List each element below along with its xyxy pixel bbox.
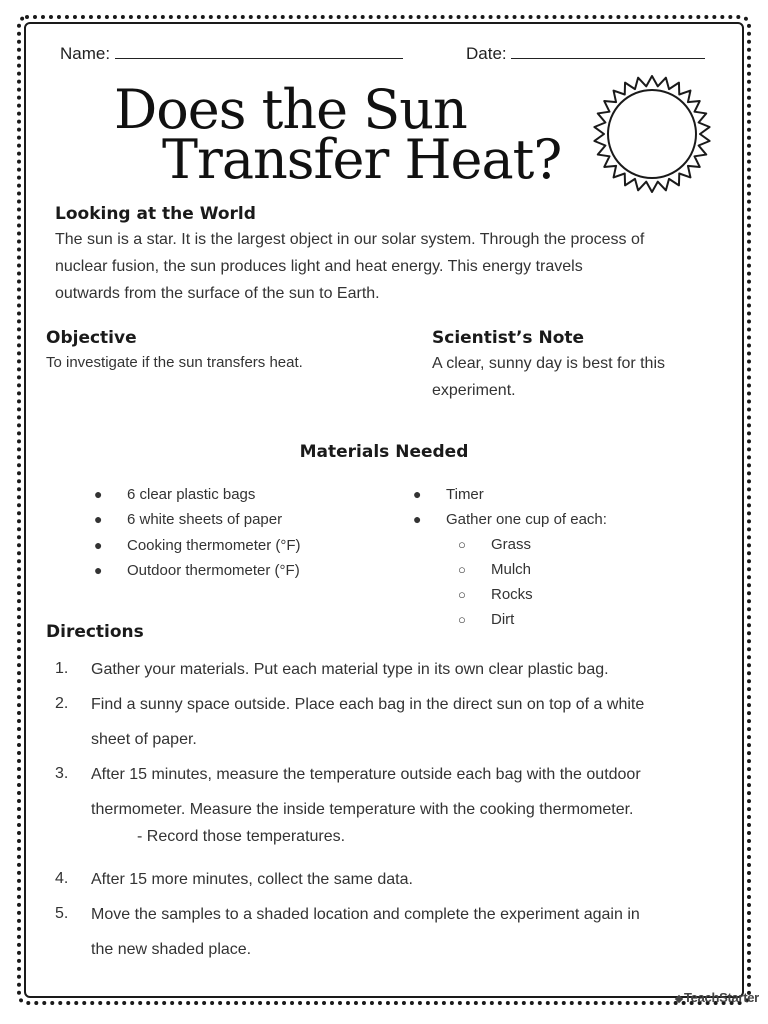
list-item: ● 6 clear plastic bags <box>94 482 301 507</box>
list-item: ○ Rocks <box>458 582 533 607</box>
step-number: 2. <box>55 695 69 712</box>
list-item: ○ Mulch <box>458 557 533 582</box>
materials-list-right <box>413 482 607 533</box>
scientist-note-line: A clear, sunny day is best for this <box>432 355 666 372</box>
step-text: After 15 more minutes, collect the same data. <box>91 871 413 888</box>
step-number: 4. <box>55 870 69 887</box>
bullet-icon: ● <box>413 486 422 502</box>
materials-list-left <box>94 482 301 583</box>
step-number: 1. <box>55 660 69 677</box>
objective-heading: Objective <box>46 328 137 348</box>
looking-line: The sun is a star. It is the largest object in our solar system. Through the process of <box>55 231 645 248</box>
brand-logo <box>676 990 759 1005</box>
step-text: Move the samples to a shaded location and complete the experiment again in the new shaded place. <box>91 906 640 958</box>
name-field[interactable] <box>60 42 403 64</box>
circle-bullet-icon: ○ <box>458 612 466 627</box>
looking-line: nuclear fusion, the sun produces light and heat energy. This energy travels <box>55 258 583 275</box>
worksheet-title-line-1: Does the Sun <box>114 78 467 141</box>
name-label: Name: <box>60 44 111 63</box>
list-item: ○ Grass <box>458 532 533 557</box>
materials-sub-list <box>458 532 533 632</box>
looking-line: outwards from the surface of the sun to Earth. <box>55 285 380 302</box>
scientist-note-text <box>432 350 722 404</box>
date-field[interactable] <box>466 42 705 64</box>
bullet-icon: ● <box>413 511 422 528</box>
circle-bullet-icon: ○ <box>458 587 466 602</box>
list-item: ○ Dirt <box>458 607 533 632</box>
bullet-icon: ● <box>94 511 103 528</box>
circle-bullet-icon: ○ <box>458 537 466 552</box>
list-item: ● Timer <box>413 482 607 507</box>
step-number: 3. <box>55 765 69 782</box>
list-item: ● Gather one cup of each: <box>413 507 607 532</box>
step-text: Gather your materials. Put each material type in its own clear plastic bag. <box>91 661 609 678</box>
circle-bullet-icon: ○ <box>458 562 466 577</box>
list-item: ● 6 white sheets of paper <box>94 507 301 532</box>
sun-icon <box>590 72 714 196</box>
step-sub-note: - Record those temperatures. <box>137 828 346 845</box>
worksheet-title-line-2: Transfer Heat? <box>162 128 562 191</box>
looking-heading: Looking at the World <box>55 204 256 224</box>
list-item: ● Outdoor thermometer (°F) <box>94 558 301 583</box>
step-number: 5. <box>55 905 69 922</box>
scientist-note-line: experiment. <box>432 382 516 399</box>
name-blank-line[interactable] <box>115 42 403 59</box>
date-label: Date: <box>466 44 507 63</box>
looking-paragraph <box>55 226 725 307</box>
scientist-note-heading: Scientist’s Note <box>432 328 585 348</box>
step-text: Find a sunny space outside. Place each bag in the direct sun on top of a white sheet of paper. <box>91 696 645 748</box>
bullet-icon: ● <box>94 561 103 578</box>
step-text: After 15 minutes, measure the temperature outside each bag with the outdoor thermometer. Measure the inside temperature with the cooking thermometer. <box>91 766 641 818</box>
objective-text: To investigate if the sun transfers heat. <box>46 354 303 371</box>
directions-heading: Directions <box>46 622 144 642</box>
list-item: ● Cooking thermometer (°F) <box>94 533 301 558</box>
brand-text: TeachStarter <box>684 990 759 1005</box>
logo-mark-icon <box>675 994 683 1002</box>
bullet-icon: ● <box>94 486 103 502</box>
date-blank-line[interactable] <box>511 42 705 59</box>
bullet-icon: ● <box>94 536 103 553</box>
materials-heading: Materials Needed <box>299 442 469 462</box>
